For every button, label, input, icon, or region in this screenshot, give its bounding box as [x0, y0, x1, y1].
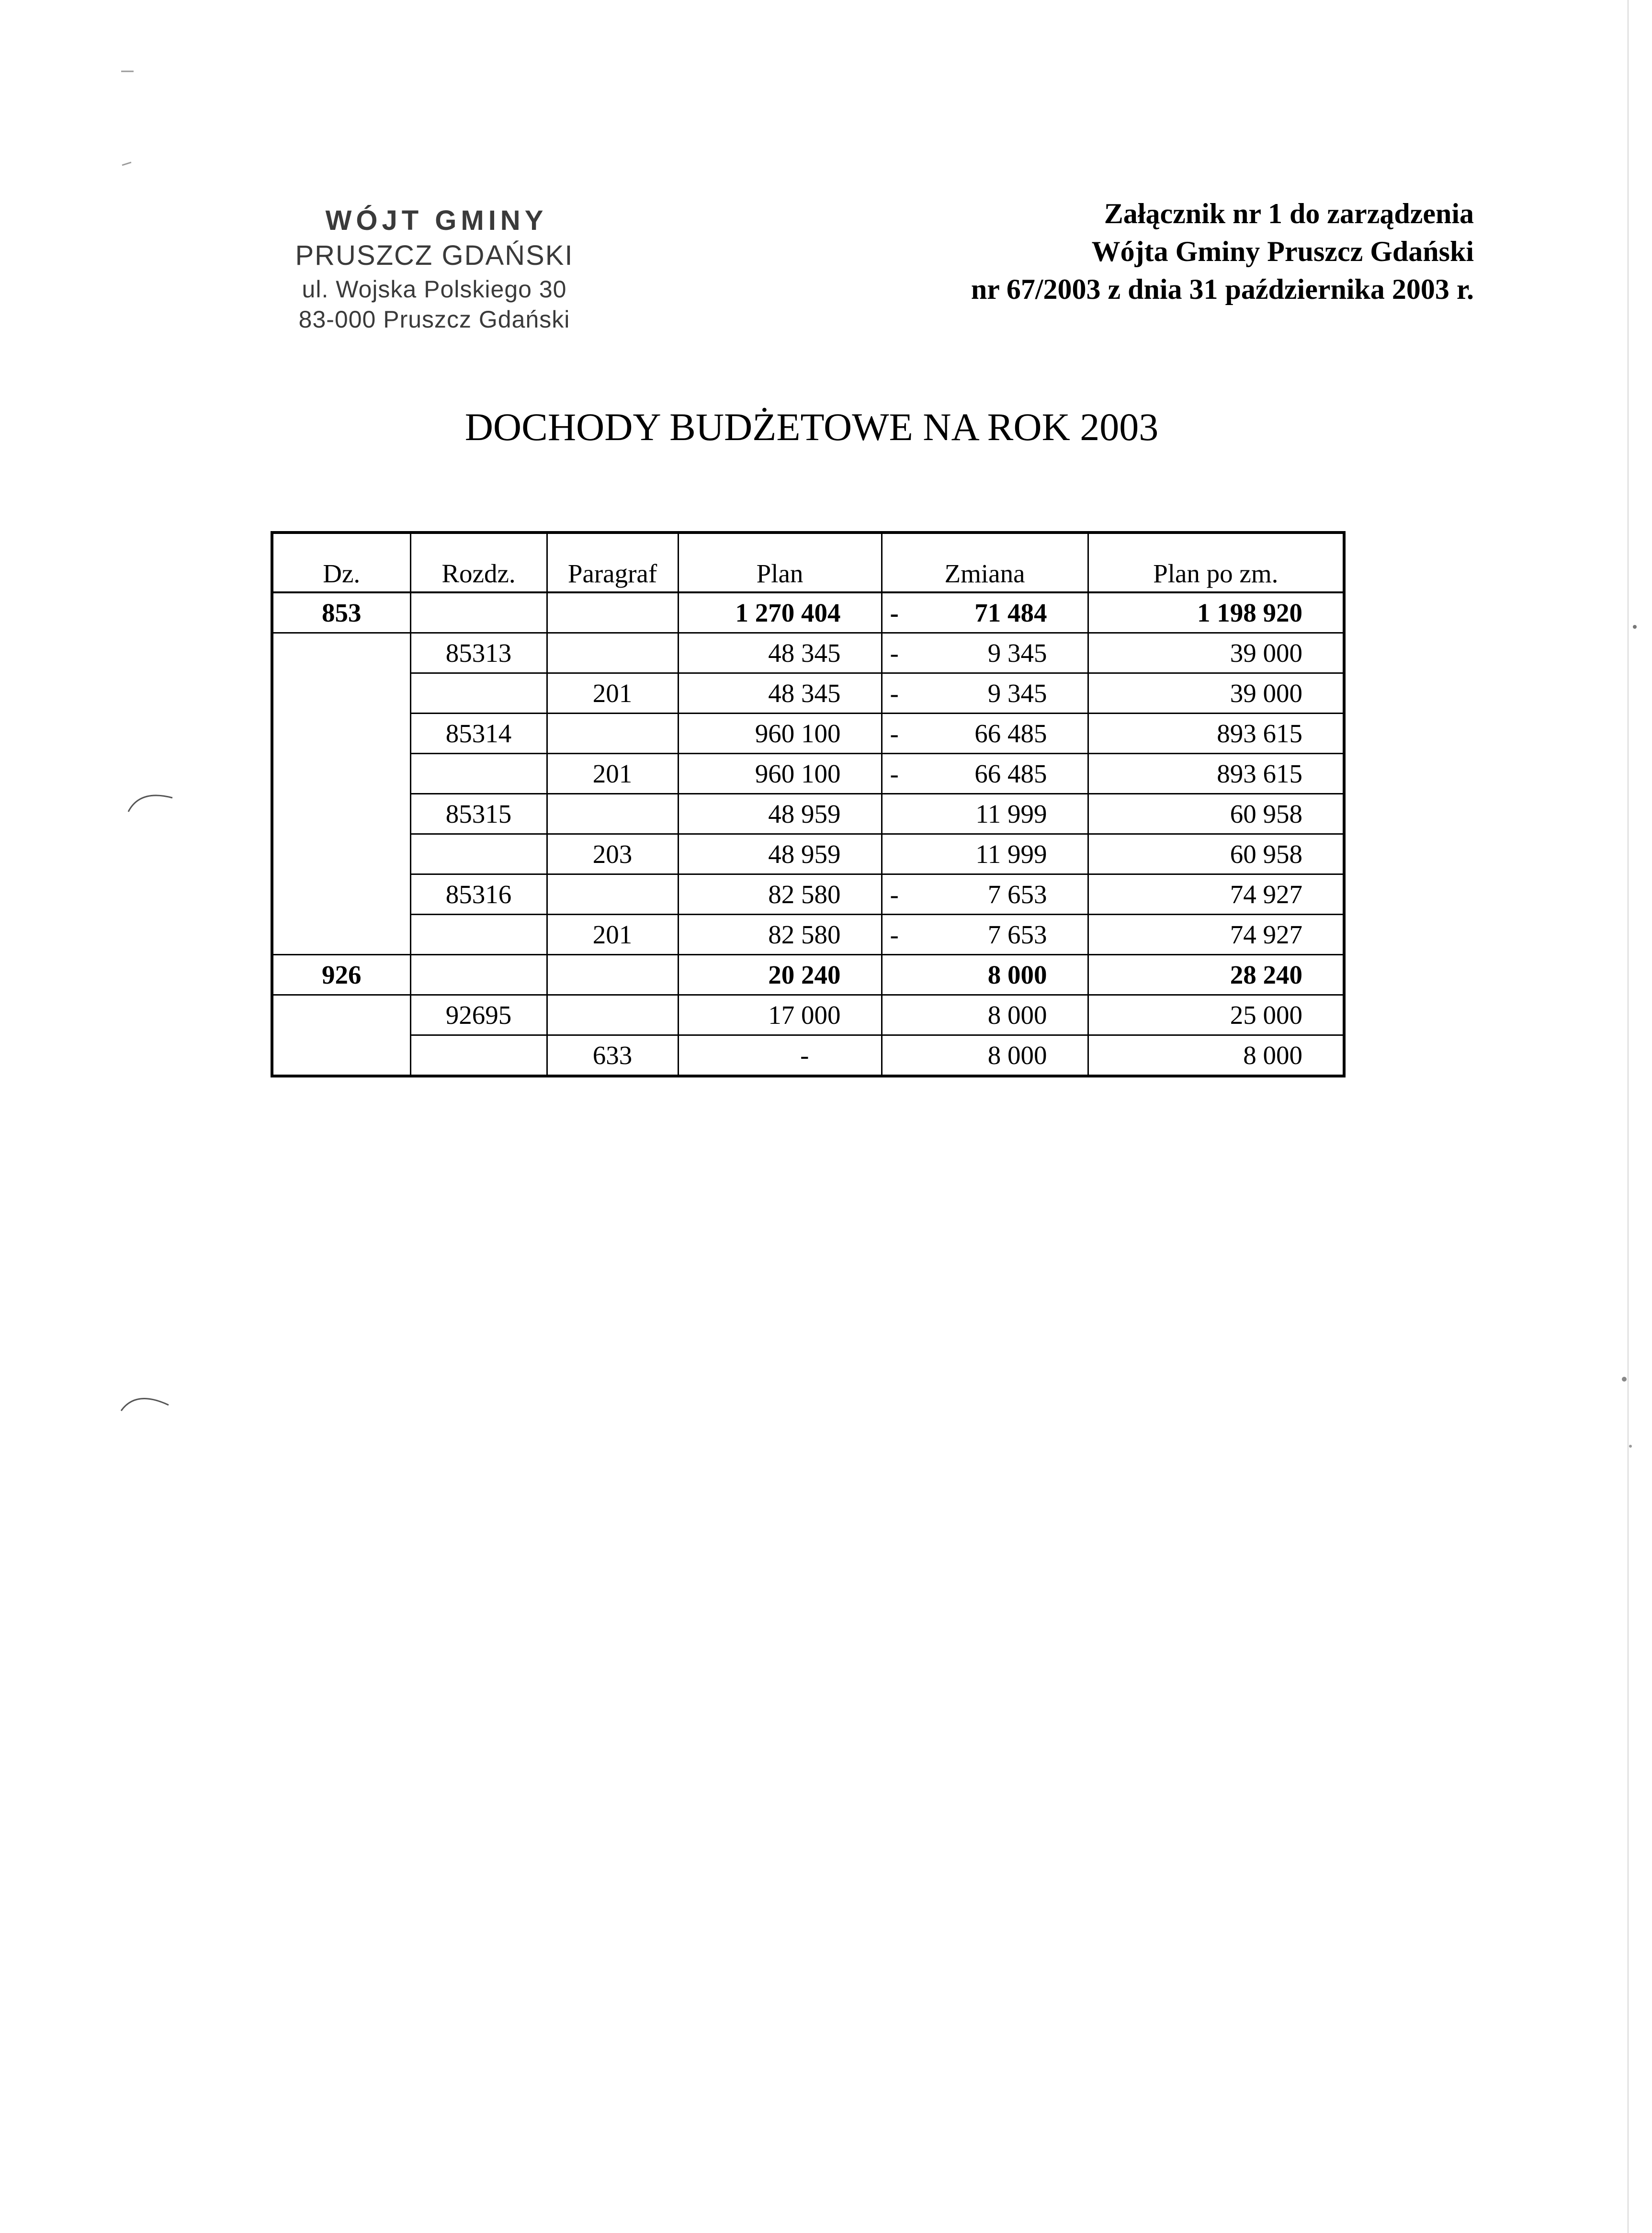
punch-hole-shadow: [121, 1399, 169, 1411]
rozdz-cell: 85313: [410, 633, 547, 673]
zmiana-value: 71 484: [974, 598, 1047, 627]
table-row: [272, 915, 1344, 955]
zmiana-cell: [882, 915, 1088, 955]
minus-sign: -: [890, 920, 899, 949]
plan-po-zm-cell: 1 198 920: [1088, 592, 1344, 633]
table-row-section: [272, 955, 1344, 995]
plan-cell: 48 959: [678, 834, 882, 874]
rozdz-cell: 85314: [410, 714, 547, 754]
table-row: [272, 673, 1344, 714]
rozdz-cell: [410, 754, 547, 794]
zmiana-value: 8 000: [987, 960, 1047, 989]
table-row: [272, 794, 1344, 834]
paragraf-cell: [547, 592, 678, 633]
zmiana-value: 66 485: [974, 759, 1047, 788]
table-row: [272, 754, 1344, 794]
budget-table: [271, 531, 1346, 1077]
paragraf-cell: 203: [547, 834, 678, 874]
plan-cell: 960 100: [678, 754, 882, 794]
plan-po-zm-cell: 25 000: [1088, 995, 1344, 1035]
dz-cell-merged: [272, 633, 410, 955]
table-row: [272, 633, 1344, 673]
paragraf-cell: 201: [547, 754, 678, 794]
attachment-line-2: Wójta Gminy Pruszcz Gdański: [1091, 236, 1474, 267]
minus-sign: -: [890, 719, 899, 748]
table-row: [272, 714, 1344, 754]
table-row: [272, 995, 1344, 1035]
rozdz-cell: [410, 1035, 547, 1077]
zmiana-cell: [882, 673, 1088, 714]
header-plan-po-zm: Plan po zm.: [1088, 533, 1344, 592]
document-title: DOCHODY BUDŻETOWE NA ROK 2003: [464, 405, 1159, 449]
rozdz-cell: [410, 955, 547, 995]
zmiana-value: 7 653: [987, 880, 1047, 909]
zmiana-value: 9 345: [987, 679, 1047, 708]
zmiana-value: 7 653: [987, 920, 1047, 949]
zmiana-cell: [882, 995, 1088, 1035]
plan-cell: 960 100: [678, 714, 882, 754]
stamp-street: ul. Wojska Polskiego 30: [302, 276, 567, 303]
plan-po-zm-cell: 74 927: [1088, 915, 1344, 955]
plan-po-zm-cell: 74 927: [1088, 874, 1344, 915]
header-dz: Dz.: [272, 533, 410, 592]
plan-po-zm-cell: 28 240: [1088, 955, 1344, 995]
rozdz-cell: [410, 673, 547, 714]
plan-po-zm-cell: 39 000: [1088, 633, 1344, 673]
paragraf-cell: [547, 874, 678, 915]
stamp-postal-city: 83-000 Pruszcz Gdański: [298, 306, 570, 333]
plan-cell: 20 240: [678, 955, 882, 995]
table-row: [272, 1035, 1344, 1077]
scan-speck: [122, 162, 131, 165]
zmiana-cell: [882, 714, 1088, 754]
zmiana-value: 66 485: [974, 719, 1047, 748]
punch-hole-shadow: [128, 795, 172, 812]
paragraf-cell: [547, 714, 678, 754]
plan-po-zm-cell: 8 000: [1088, 1035, 1344, 1077]
rozdz-cell: [410, 915, 547, 955]
zmiana-value: 9 345: [987, 638, 1047, 668]
scan-speck: [1629, 1445, 1632, 1448]
plan-po-zm-cell: 60 958: [1088, 834, 1344, 874]
stamp-municipality: PRUSZCZ GDAŃSKI: [295, 240, 574, 271]
plan-cell: 48 345: [678, 633, 882, 673]
zmiana-cell: [882, 874, 1088, 915]
dz-cell-merged: [272, 995, 410, 1077]
attachment-line-1: Załącznik nr 1 do zarządzenia: [1104, 198, 1474, 229]
zmiana-cell: [882, 794, 1088, 834]
plan-cell: 48 959: [678, 794, 882, 834]
plan-po-zm-cell: 893 615: [1088, 754, 1344, 794]
table-row: [272, 874, 1344, 915]
plan-po-zm-cell: 39 000: [1088, 673, 1344, 714]
header-zmiana: Zmiana: [882, 533, 1088, 592]
rozdz-cell: [410, 834, 547, 874]
paragraf-cell: 201: [547, 673, 678, 714]
zmiana-cell: [882, 1035, 1088, 1077]
table-header-row: [272, 533, 1344, 592]
plan-cell: -: [678, 1035, 882, 1077]
plan-po-zm-cell: 60 958: [1088, 794, 1344, 834]
dz-cell: 853: [272, 592, 410, 633]
zmiana-cell: [882, 955, 1088, 995]
paragraf-cell: [547, 794, 678, 834]
zmiana-cell: [882, 592, 1088, 633]
rozdz-cell: 92695: [410, 995, 547, 1035]
scan-speck: [1622, 1377, 1627, 1382]
plan-cell: 17 000: [678, 995, 882, 1035]
table-row-section: [272, 592, 1344, 633]
minus-sign: -: [890, 638, 899, 668]
office-stamp: [267, 203, 602, 333]
dz-cell: 926: [272, 955, 410, 995]
minus-sign: -: [890, 880, 899, 909]
scan-speck: [1633, 625, 1637, 629]
zmiana-value: 8 000: [987, 1000, 1047, 1030]
paragraf-cell: 201: [547, 915, 678, 955]
plan-cell: 48 345: [678, 673, 882, 714]
zmiana-cell: [882, 834, 1088, 874]
plan-po-zm-cell: 893 615: [1088, 714, 1344, 754]
plan-cell: 82 580: [678, 874, 882, 915]
stamp-office-name: WÓJT GMINY: [325, 205, 548, 236]
header-plan: Plan: [678, 533, 882, 592]
zmiana-cell: [882, 754, 1088, 794]
paragraf-cell: 633: [547, 1035, 678, 1077]
minus-sign: -: [890, 679, 899, 708]
header-rozdz: Rozdz.: [410, 533, 547, 592]
plan-cell: 82 580: [678, 915, 882, 955]
minus-sign: -: [890, 598, 899, 627]
attachment-reference: [851, 195, 1474, 308]
rozdz-cell: [410, 592, 547, 633]
rozdz-cell: 85315: [410, 794, 547, 834]
zmiana-value: 11 999: [975, 799, 1047, 828]
paragraf-cell: [547, 995, 678, 1035]
zmiana-value: 8 000: [987, 1041, 1047, 1070]
paragraf-cell: [547, 955, 678, 995]
table-row: [272, 834, 1344, 874]
header-paragraf: Paragraf: [547, 533, 678, 592]
attachment-line-3: nr 67/2003 z dnia 31 października 2003 r.: [971, 273, 1474, 305]
rozdz-cell: 85316: [410, 874, 547, 915]
zmiana-value: 11 999: [975, 839, 1047, 869]
zmiana-cell: [882, 633, 1088, 673]
plan-cell: 1 270 404: [678, 592, 882, 633]
paragraf-cell: [547, 633, 678, 673]
minus-sign: -: [890, 759, 899, 788]
